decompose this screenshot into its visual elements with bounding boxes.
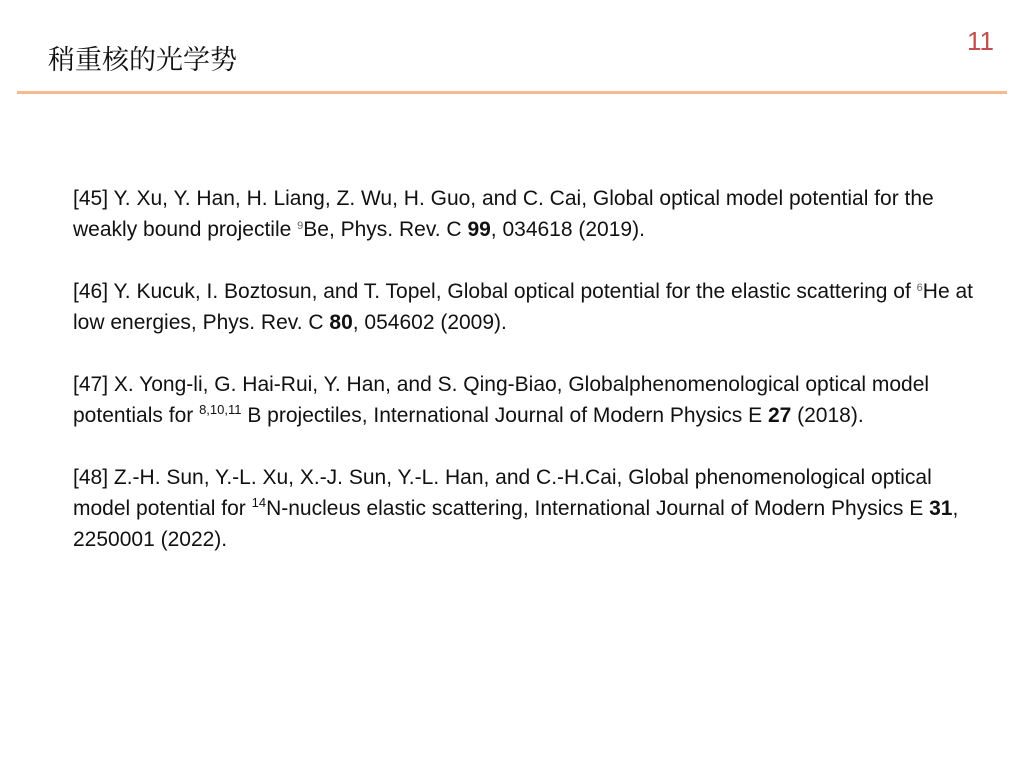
reference-text: Be, Phys. Rev. C	[303, 218, 468, 241]
reference-text: X. Yong-li, G. Hai-Rui, Y. Han, and S. Qing-Biao, Globalphenomenological optical model potentials for	[73, 373, 930, 427]
reference-item-48	[73, 462, 973, 555]
reference-volume: 80	[329, 311, 353, 334]
reference-text: N-nucleus elastic scattering, International Journal of Modern Physics E	[266, 497, 930, 520]
reference-text: Y. Kucuk, I. Boztosun, and T. Topel, Global optical potential for the elastic scattering of	[113, 280, 917, 303]
reference-item-46	[73, 276, 973, 338]
reference-id: [46]	[73, 280, 109, 303]
reference-text: Y. Xu, Y. Han, H. Liang, Z. Wu, H. Guo, and C. Cai, Global optical model potential for the weakly bound projectile	[73, 187, 934, 241]
reference-id: [45]	[73, 187, 109, 210]
reference-text: , 2250001 (2022).	[73, 497, 959, 551]
reference-text: He at low energies, Phys. Rev. C	[73, 280, 973, 334]
reference-text: B projectiles, International Journal of Modern Physics E	[241, 404, 768, 427]
reference-volume: 99	[467, 218, 491, 241]
reference-text: Z.-H. Sun, Y.-L. Xu, X.-J. Sun, Y.-L. Han, and C.-H.Cai, Global phenomenological optical model potential for	[73, 466, 932, 520]
reference-superscript: 6	[916, 282, 923, 294]
reference-id: [47]	[73, 373, 109, 396]
reference-text: , 034618 (2019).	[490, 218, 645, 241]
reference-text: (2018).	[791, 404, 864, 427]
reference-superscript: 14	[251, 495, 267, 510]
page-title: 稍重核的光学势	[48, 45, 237, 76]
reference-list	[73, 183, 973, 555]
reference-item-45	[73, 183, 973, 245]
reference-superscript: 9	[297, 220, 304, 232]
reference-id: [48]	[73, 466, 109, 489]
reference-text: , 054602 (2009).	[352, 311, 507, 334]
reference-item-47	[73, 369, 973, 431]
reference-volume: 27	[767, 404, 792, 427]
page-number: 11	[967, 26, 994, 56]
reference-superscript: 8,10,11	[199, 402, 242, 417]
title-divider	[17, 91, 1007, 94]
reference-volume: 31	[929, 497, 953, 520]
